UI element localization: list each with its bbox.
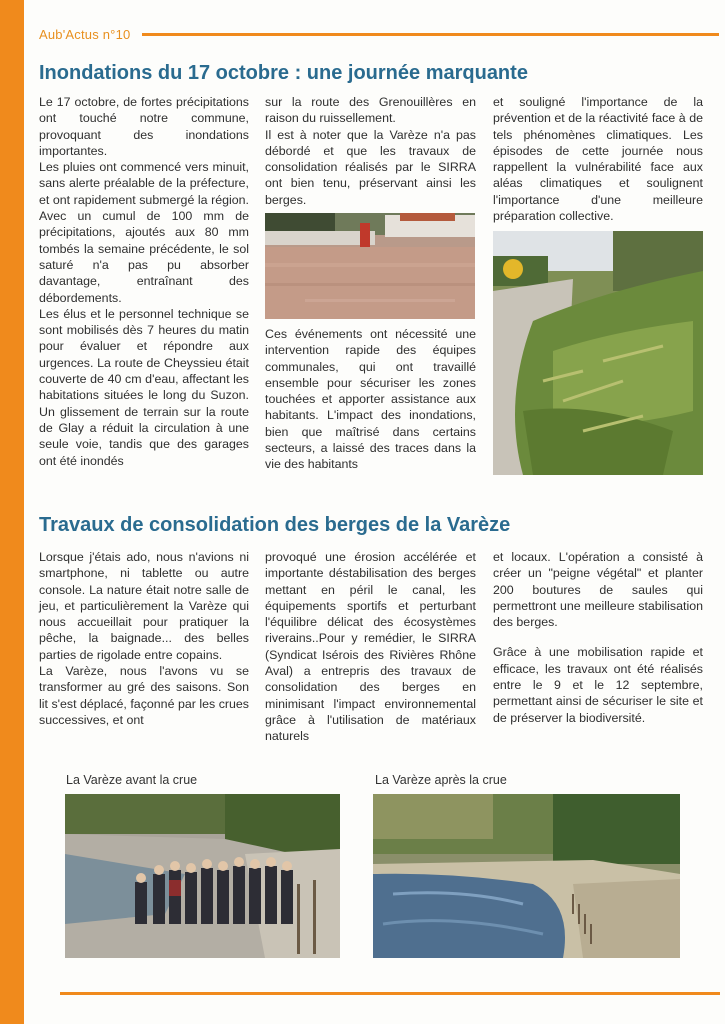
article1-col3 — [493, 94, 703, 224]
landslide-photo — [493, 231, 703, 475]
newsletter-title: Aub'Actus n°10 — [39, 26, 131, 42]
header-rule — [142, 33, 719, 36]
flood-photo — [265, 213, 475, 319]
caption-after: La Varèze après la crue — [375, 773, 507, 787]
paragraph: Lorsque j'étais ado, nous n'avions ni smartphone, ni tablette ou autre console. La nature était notre salle de jeu, et particulièrement la Varèze qui nous accueillait pour pratiquer la pêche, la baignade... des belles parties de rigolade entre copains. — [39, 550, 249, 662]
paragraph: Le 17 octobre, de fortes précipitations ont touché notre commune, provoquant des inondations importantes. — [39, 95, 249, 158]
article2-col3 — [493, 549, 703, 726]
after-crue-photo — [373, 794, 680, 958]
before-crue-photo — [65, 794, 340, 958]
article1-col1 — [39, 94, 249, 469]
paragraph: Les pluies ont commencé vers minuit, sans alerte préalable de la préfecture, et ont rapidement submergé la région. Avec un cumul de 100 mm de précipitations, ajoutés aux 80 mm tombés la semaine précédente, le sol saturé n'a pas pu absorber davantage, entraînant des débordements. — [39, 160, 249, 305]
article2-title: Travaux de consolidation des berges de la Varèze — [39, 514, 511, 536]
paragraph: Il est à noter que la Varèze n'a pas débordé et que les travaux de consolidation réalisés par le SIRRA ont bien tenu, préservant ainsi les berges. — [265, 127, 476, 207]
paragraph: La Varèze, nous l'avons vu se transformer au gré des saisons. Son lit s'est déplacé, façonné par les crues successives, et ont — [39, 664, 249, 727]
caption-before: La Varèze avant la crue — [66, 773, 198, 787]
left-accent-bar — [0, 0, 24, 1024]
article2-col2 — [265, 549, 476, 745]
page-header — [39, 24, 719, 44]
paragraph: Les élus et le personnel technique se sont mobilisés dès 7 heures du matin pour évaluer et répondre aux urgences. La route de Cheyssieu était couverte de 40 cm d'eau, affectant les habitations situées le long du Suzon. Un glissement de terrain sur la route de Glay a réduit la circulation à une seule voie, tandis que des garages ont été inondés — [39, 306, 249, 468]
article2-col1 — [39, 549, 249, 728]
paragraph: sur la route des Grenouillères en raison du ruissellement. — [265, 95, 476, 126]
paragraph: provoqué une érosion accélérée et importante déstabilisation des berges mettant en péril le canal, les équipements sportifs et perturbant l'équilibre délicat des écosystèmes riverains..Pour y remédier, le SIRRA (Syndicat Isérois des Rivières Rhône Aval) a entrepris des travaux de consolidation des berges en minimisant l'impact environnemental grâce à l'utilisation de matériaux naturels — [265, 550, 476, 744]
paragraph: et souligné l'importance de la prévention et de la réactivité face à de tels phénomènes climatiques. Les épisodes de cette journée nous rappellent la vulnérabilité face aux aléas climatiques et soulignent l'importance d'une meilleure préparation collective. — [493, 95, 703, 224]
paragraph: Ces événements ont nécessité une intervention rapide des équipes communales, qui ont travaillé ensemble pour sécuriser les zones touchées et apporter assistance aux habitants. L'impact des inondations, bien que maîtrisé dans certains secteurs, a laissé des traces dans la vie des habitants — [265, 327, 476, 472]
paragraph: Grâce à une mobilisation rapide et efficace, les travaux ont été réalisés entre le 9 et le 12 septembre, permettant ainsi de sécuriser le site et de préserver la biodiversité. — [493, 645, 703, 725]
article1-title: Inondations du 17 octobre : une journée marquante — [39, 62, 528, 84]
paragraph: et locaux. L'opération a consisté à créer un "peigne végétal" et planter 200 boutures de saules qui permettront une meilleure stabilisation des berges. — [493, 550, 703, 630]
article1-col2-top — [265, 94, 476, 208]
article1-col2-bottom — [265, 326, 476, 473]
footer-rule — [60, 992, 720, 995]
